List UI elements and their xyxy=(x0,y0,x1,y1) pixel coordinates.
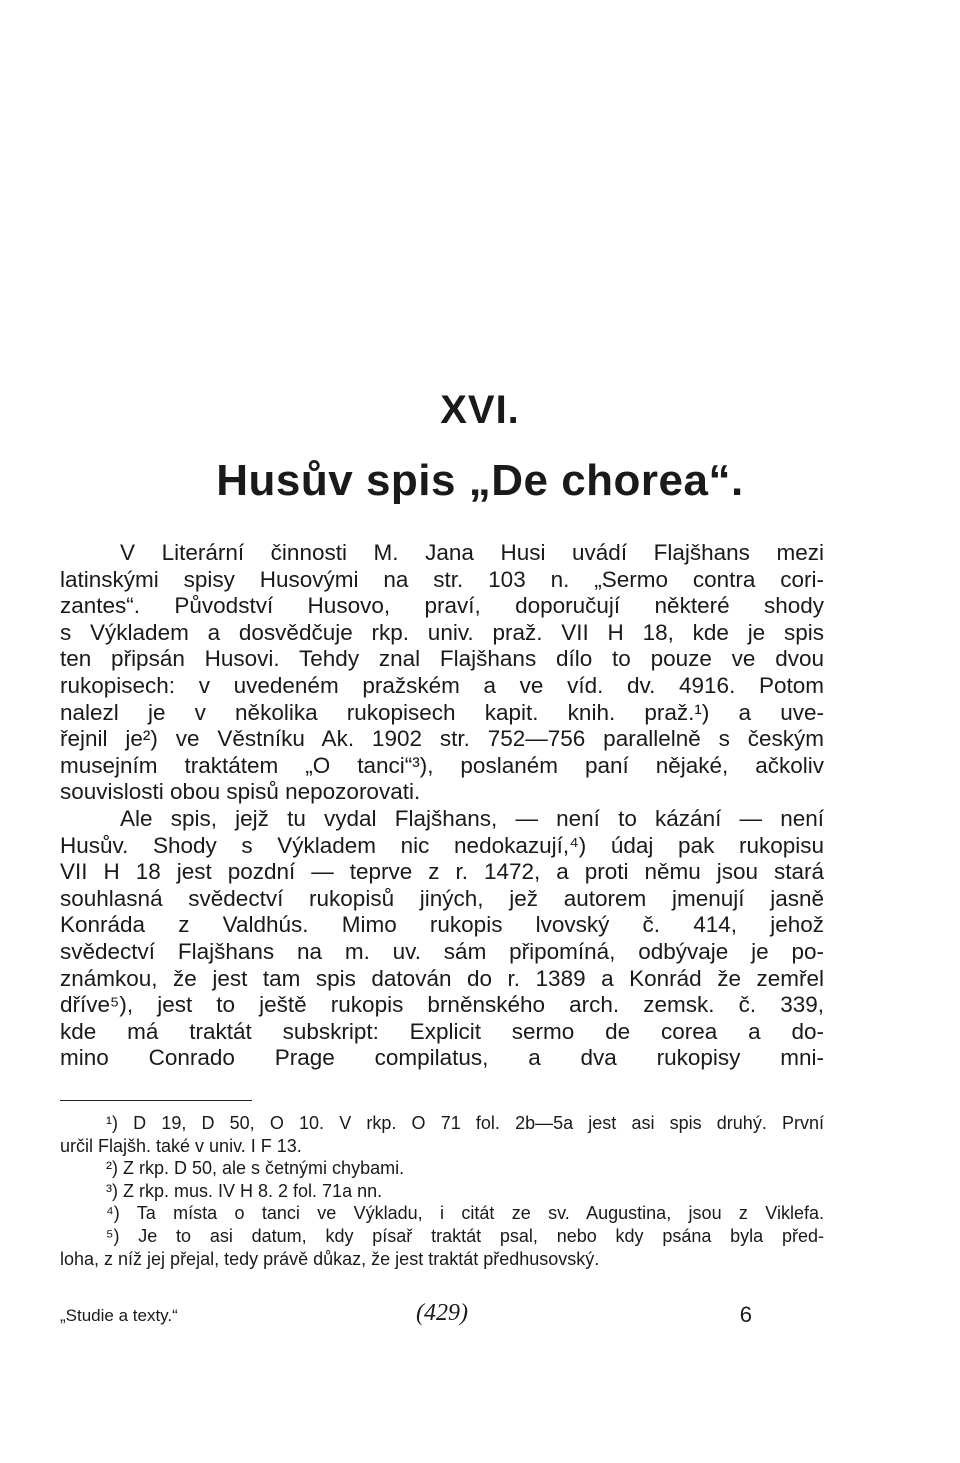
footnote-line: loha, z níž jej přejal, tedy právě důkaz, že jest traktát předhusovský. xyxy=(60,1248,600,1269)
body-line: řejnil je²) ve Věstníku Ak. 1902 str. 752—756 parallelně s českým xyxy=(60,726,824,752)
footnote-line: ⁴) Ta místa o tanci ve Výkladu, i citát ze sv. Augustina, jsou z Viklefa. xyxy=(106,1203,824,1224)
series-title: „Studie a texty.“ xyxy=(60,1306,178,1325)
body-line: latinskými spisy Husovými na str. 103 n. „Sermo contra cori- xyxy=(60,566,824,592)
footnote-line: určil Flajšh. také v univ. I F 13. xyxy=(60,1135,302,1156)
body-line: V Literární činnosti M. Jana Husi uvádí Flajšhans mezi xyxy=(120,540,824,565)
body-line: nalezl je v několika rukopisech kapit. knih. praž.¹) a uve- xyxy=(60,699,824,725)
chapter-title: Husův spis „De chorea“. xyxy=(216,456,744,505)
footnote-rule xyxy=(60,1100,252,1101)
body-line: souvislosti obou spisů nepozorovati. xyxy=(60,779,421,805)
page-number: (429) xyxy=(416,1300,468,1326)
body-line: musejním traktátem „O tanci“³), poslaném paní nějaké, ačkoliv xyxy=(60,752,824,778)
body-line: známkou, že jest tam spis datován do r. 1389 a Konrád že zemřel xyxy=(60,965,824,991)
body-text xyxy=(60,540,824,1072)
body-line: mino Conrado Prage compilatus, a dva rukopisy mni- xyxy=(60,1045,824,1071)
body-line: souhlasná svědectví rukopisů jiných, jež autorem jmenují jasně xyxy=(60,885,824,911)
footnote-line: ²) Z rkp. D 50, ale s četnými chybami. xyxy=(106,1158,405,1179)
body-line: svědectví Flajšhans na m. uv. sám připomíná, odbývaje je po- xyxy=(60,938,824,964)
body-line: kde má traktát subskript: Explicit sermo de corea a do- xyxy=(60,1018,824,1044)
body-line: Konráda z Valdhús. Mimo rukopis lvovský č. 414, jehož xyxy=(60,912,824,938)
page-footer xyxy=(60,1302,824,1332)
footnote-line: ⁵) Je to asi datum, kdy písař traktát psal, nebo kdy psána byla před- xyxy=(106,1225,824,1246)
chapter-number: XVI. xyxy=(440,388,520,432)
body-line: ten připsán Husovi. Tehdy znal Flajšhans dílo to pouze ve dvou xyxy=(60,646,824,672)
footnote-line: ³) Z rkp. mus. IV H 8. 2 fol. 71a nn. xyxy=(106,1180,383,1201)
body-line: s Výkladem a dosvědčuje rkp. univ. praž. VII H 18, kde je spis xyxy=(60,619,824,645)
body-line: Ale spis, jejž tu vydal Flajšhans, — není to kázání — není xyxy=(120,805,824,831)
footnotes xyxy=(60,1112,824,1270)
footnote-line: ¹) D 19, D 50, O 10. V rkp. O 71 fol. 2b—5a jest asi spis druhý. První xyxy=(106,1113,824,1133)
body-line: rukopisech: v uvedeném pražském a ve víd. dv. 4916. Potom xyxy=(60,672,824,698)
body-line: zantes“. Původství Husovo, praví, doporučují některé shody xyxy=(60,593,824,619)
body-line: VII H 18 jest pozdní — teprve z r. 1472, a proti němu jsou stará xyxy=(60,859,824,885)
body-line: Husův. Shody s Výkladem nic nedokazují,⁴) údaj pak rukopisu xyxy=(60,832,824,858)
signature-mark: 6 xyxy=(739,1302,752,1327)
body-line: dříve⁵), jest to ještě rukopis brněnského arch. zemsk. č. 339, xyxy=(60,992,824,1018)
